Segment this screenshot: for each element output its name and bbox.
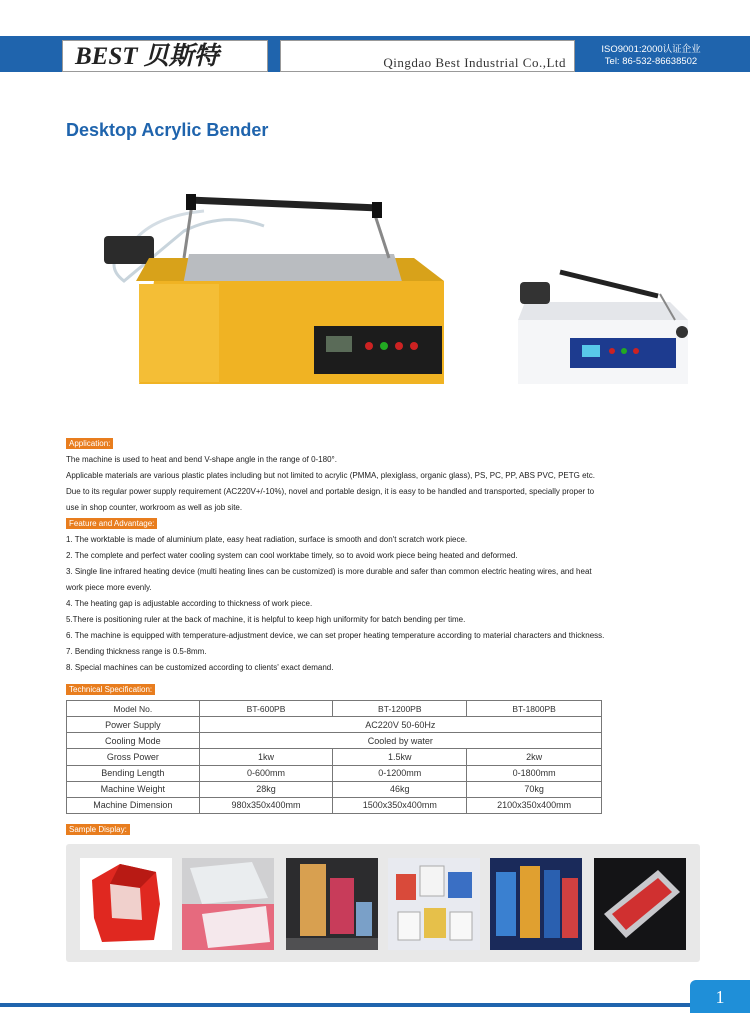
application-line-4: use in shop counter, workroom as well as job site. — [66, 503, 243, 512]
table-row — [67, 717, 602, 733]
table-row — [67, 733, 602, 749]
table-cell: Gross Power — [67, 749, 200, 765]
section-application: Application: — [66, 438, 113, 449]
table-cell: BT-1200PB — [333, 701, 467, 717]
page-title: Desktop Acrylic Bender — [66, 120, 269, 140]
section-specs: Technical Specification: — [66, 684, 155, 695]
tel-number: Tel: 86-532-86638502 — [604, 56, 698, 67]
section-samples: Sample Display: — [66, 824, 130, 835]
table-cell: Machine Dimension — [67, 797, 200, 813]
feature-line-3: 3. Single line infrared heating device (multi heating lines can be customized) is more durable and safer than common electric heating wires, and heat — [66, 567, 592, 576]
sample-tilted-frame — [594, 858, 686, 950]
application-line-1: The machine is used to heat and bend V-shape angle in the range of 0-180°. — [66, 455, 337, 464]
table-row — [67, 701, 602, 717]
iso-cert: ISO9001:2000认证企业 — [601, 44, 701, 55]
feature-line-8: 7. Bending thickness range is 0.5-8mm. — [66, 647, 207, 656]
sample-red-hexagon — [80, 858, 172, 950]
table-cell: Cooled by water — [199, 733, 601, 749]
table-cell: 70kg — [467, 781, 602, 797]
table-row — [67, 765, 602, 781]
feature-line-1: 1. The worktable is made of aluminium plate, easy heat radiation, surface is smooth and don't scratch work piece. — [66, 535, 468, 544]
table-cell: BT-600PB — [199, 701, 333, 717]
table-row — [67, 781, 602, 797]
table-cell: Model No. — [67, 701, 200, 717]
sample-card-holders — [388, 858, 480, 950]
table-cell: 1.5kw — [333, 749, 467, 765]
table-cell: Machine Weight — [67, 781, 200, 797]
sample-acrylic-stand — [182, 858, 274, 950]
footer-line — [0, 1003, 690, 1007]
table-cell: BT-1800PB — [467, 701, 602, 717]
table-cell: 0-600mm — [199, 765, 333, 781]
table-cell: 0-1200mm — [333, 765, 467, 781]
feature-line-6: 5.There is positioning ruler at the back of machine, it is helpful to keep high uniformity for batch bending per time. — [66, 615, 466, 624]
table-cell: 0-1800mm — [467, 765, 602, 781]
feature-line-5: 4. The heating gap is adjustable according to thickness of work piece. — [66, 599, 313, 608]
table-row — [67, 797, 602, 813]
table-cell: 1500x350x400mm — [333, 797, 467, 813]
company-name: Qingdao Best Industrial Co.,Ltd — [280, 40, 575, 72]
table-cell: 2kw — [467, 749, 602, 765]
table-cell: 46kg — [333, 781, 467, 797]
table-cell: 28kg — [199, 781, 333, 797]
yellow-bender-photo — [94, 186, 460, 384]
table-cell: 2100x350x400mm — [467, 797, 602, 813]
sample-photo-frames — [286, 858, 378, 950]
feature-line-4: work piece more evenly. — [66, 583, 152, 592]
table-cell: Cooling Mode — [67, 733, 200, 749]
sample-poster-stands — [490, 858, 582, 950]
application-line-2: Applicable materials are various plastic plates including but not limited to acrylic (PMMA, plexiglass, organic glass), PS, PC, PP, ABS PVC, PETG etc. — [66, 471, 595, 480]
section-features: Feature and Advantage: — [66, 518, 157, 529]
brand-logo: BEST 贝斯特 — [62, 40, 268, 72]
spec-table — [66, 700, 602, 814]
table-row — [67, 749, 602, 765]
feature-line-7: 6. The machine is equipped with temperature-adjustment device, we can set proper heating temperature according to material characters and thickness. — [66, 631, 605, 640]
table-cell: 1kw — [199, 749, 333, 765]
page-number: 1 — [690, 980, 750, 1013]
feature-line-9: 8. Special machines can be customized according to clients' exact demand. — [66, 663, 334, 672]
feature-line-2: 2. The complete and perfect water cooling system can cool worktabe timely, so to avoid work piece being heated and deformed. — [66, 551, 518, 560]
table-cell: 980x350x400mm — [199, 797, 333, 813]
application-line-3: Due to its regular power supply requirement (AC220V+/-10%), novel and portable design, it is easy to be handled and transported, specially proper to — [66, 487, 595, 496]
table-cell: Power Supply — [67, 717, 200, 733]
iso-info — [586, 44, 716, 68]
white-bender-photo — [510, 262, 700, 388]
table-cell: Bending Length — [67, 765, 200, 781]
table-cell: AC220V 50-60Hz — [199, 717, 601, 733]
